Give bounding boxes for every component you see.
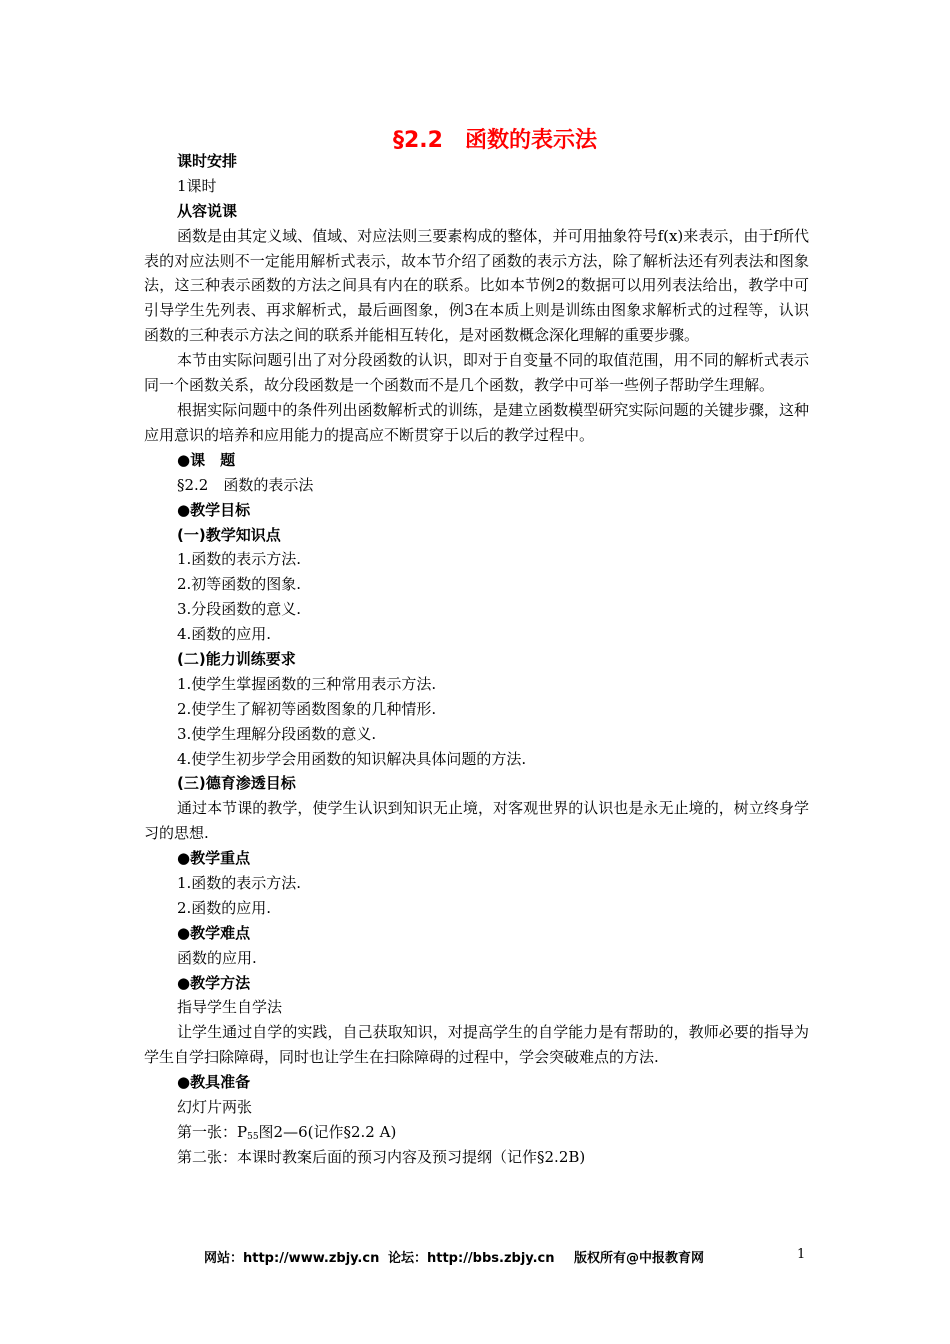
method-heading: ●教学方法 [177,973,251,992]
method-name: 指导学生自学法 [177,998,283,1017]
intro-heading: 从容说课 [177,201,238,220]
footer-site: 网站：http://www.zbjy.cn [204,1251,380,1266]
slide-1-prefix: 第一张：P [177,1122,248,1141]
moral-heading: (三)德育渗透目标 [177,774,296,793]
footer-forum: 论坛：http://bbs.zbjy.cn [388,1251,555,1266]
list-item: 2.函数的应用. [177,898,272,917]
intro-paragraph-2: 本节由实际问题引出了对分段函数的认识，即对于自变量不同的取值范围，用不同的解析式表示同一个函数关系，故分段函数是一个函数而不是几个函数，教学中可举一些例子帮助学生理解。 [144,351,809,395]
method-paragraph: 让学生通过自学的实践，自己获取知识，对提高学生的自学能力是有帮助的，教师必要的指导为学生自学扫除障碍，同时也让学生在扫除障碍的过程中，学会突破难点的方法. [144,1023,809,1067]
topic-heading: ●课 题 [177,450,236,469]
tools-text: 幻灯片两张 [177,1098,253,1117]
goals-heading: ●教学目标 [177,500,251,519]
slide-1-suffix: 图2—6(记作§2.2 A) [258,1122,397,1141]
tools-heading: ●教具准备 [177,1073,251,1092]
list-item: 2.使学生了解初等函数图象的几种情形. [177,699,437,718]
page-footer [0,1247,950,1267]
footer-copyright: 版权所有@中报教育网 [574,1251,705,1266]
list-item: 3.使学生理解分段函数的意义. [177,724,377,743]
difficulty-heading: ●教学难点 [177,923,251,942]
schedule-text: 1课时 [177,176,217,195]
list-item: 4.使学生初步学会用函数的知识解决具体问题的方法. [177,749,527,768]
moral-paragraph: 通过本节课的教学，使学生认识到知识无止境，对客观世界的认识也是永无止境的，树立终身学习的思想. [144,799,809,843]
list-item: 3.分段函数的意义. [177,600,302,619]
key-points-heading: ●教学重点 [177,849,251,868]
schedule-heading: 课时安排 [177,152,238,170]
knowledge-heading: (一)教学知识点 [177,525,281,544]
slide-2-line: 第二张：本课时教案后面的预习内容及预习提纲（记作§2.2B) [177,1147,586,1166]
document-body [144,149,809,1170]
list-item: 1.使学生掌握函数的三种常用表示方法. [177,674,437,693]
list-item: 1.函数的表示方法. [177,550,302,569]
list-item: 1.函数的表示方法. [177,874,302,892]
intro-paragraph-3: 根据实际问题中的条件列出函数解析式的训练，是建立函数模型研究实际问题的关键步骤，这种应用意识的培养和应用能力的提高应不断贯穿于以后的教学过程中。 [144,401,809,444]
topic-text: §2.2 函数的表示法 [177,475,314,494]
slide-1-page-sub: 55 [247,1131,259,1142]
slide-1-line [144,1120,809,1145]
difficulty-text: 函数的应用. [177,948,257,967]
page-title: §2.2 函数的表示法 [393,128,597,153]
ability-heading: (二)能力训练要求 [177,649,296,668]
list-item: 4.函数的应用. [177,625,272,644]
list-item: 2.初等函数的图象. [177,575,302,594]
intro-paragraph-1: 函数是由其定义域、值域、对应法则三要素构成的整体，并可用抽象符号f(x)来表示，由于f所代表的对应法则不一定能用解析式表示，故本节介绍了函数的表示方法，除了解析法还有列表法和图象法，这三种表示函数的方法之间具有内在的联系。比如本节例2的数据可以用列表法给出，教学中可引导学生先列表、再求解析式，最后画图象，例3在本质上则是训练由图象求解析式的过程等，认识函数的三种表示方法之间的联系并能相互转化，是对函数概念深化理解的重要步骤。 [144,226,809,345]
page-number: 1 [797,1247,806,1262]
